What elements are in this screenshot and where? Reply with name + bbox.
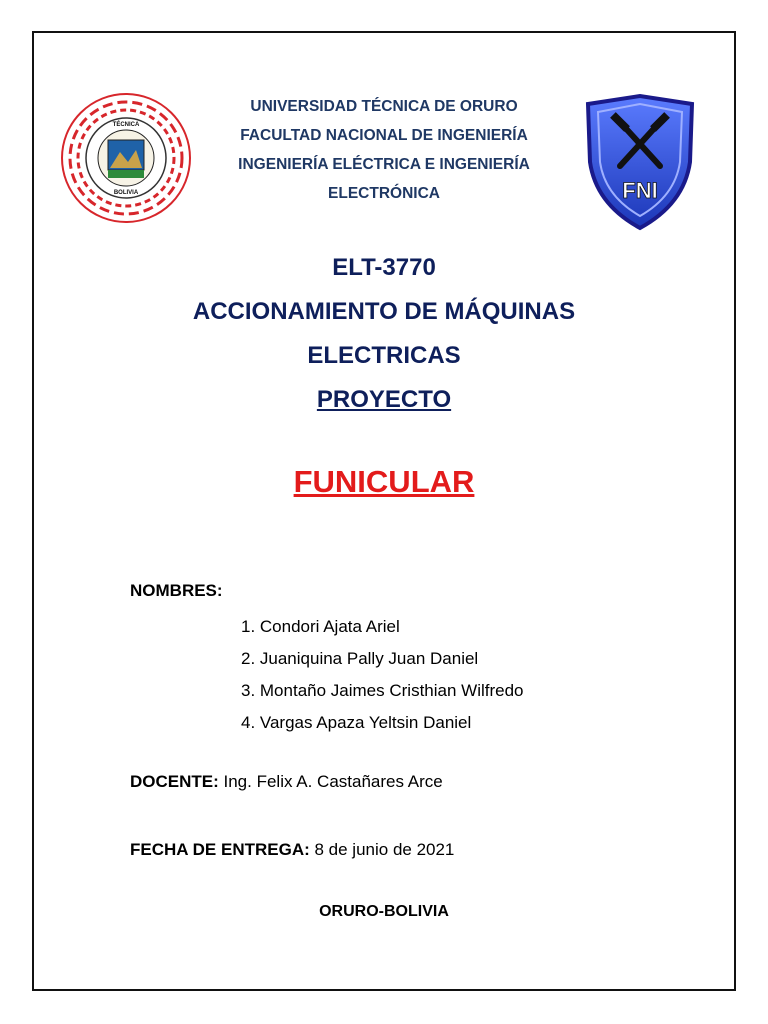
course-block [100,246,668,422]
career-line: INGENIERÍA ELÉCTRICA E INGENIERÍA [238,156,530,173]
docente-value: Ing. Felix A. Castañares Arce [218,772,443,791]
faculty-line: FACULTAD NACIONAL DE INGENIERÍA [240,127,528,144]
list-item: 3. Montaño Jaimes Cristhian Wilfredo [241,681,524,700]
fecha-line [130,840,454,860]
university-line: UNIVERSIDAD TÉCNICA DE ORURO [250,98,518,115]
fni-shield-icon [580,92,700,232]
svg-text:BOLIVIA: BOLIVIA [113,190,139,196]
fecha-label: FECHA DE ENTREGA: [130,840,310,859]
course-name-line2: ELECTRICAS [307,342,461,369]
docente-label: DOCENTE: [130,772,219,791]
names-label: NOMBRES: [130,581,223,600]
docente-line [130,772,443,792]
fecha-value: 8 de junio de 2021 [309,840,455,859]
project-title: FUNICULAR [293,464,475,499]
list-item: 2. Juaniquina Pally Juan Daniel [241,649,479,668]
career-line-cont: ELECTRÓNICA [328,185,440,202]
document-type: PROYECTO [316,386,452,413]
university-header [200,92,568,208]
university-seal-icon [60,92,192,224]
fni-shield-label: FNI [622,178,658,203]
course-code: ELT-3770 [332,254,436,281]
list-item: 1. Condori Ajata Ariel [241,617,400,636]
names-list [241,611,524,739]
course-name-line1: ACCIONAMIENTO DE MÁQUINAS [192,298,576,325]
place-line: ORURO-BOLIVIA [319,903,449,920]
svg-text:TÉCNICA: TÉCNICA [112,122,140,128]
list-item: 4. Vargas Apaza Yeltsin Daniel [241,713,472,732]
